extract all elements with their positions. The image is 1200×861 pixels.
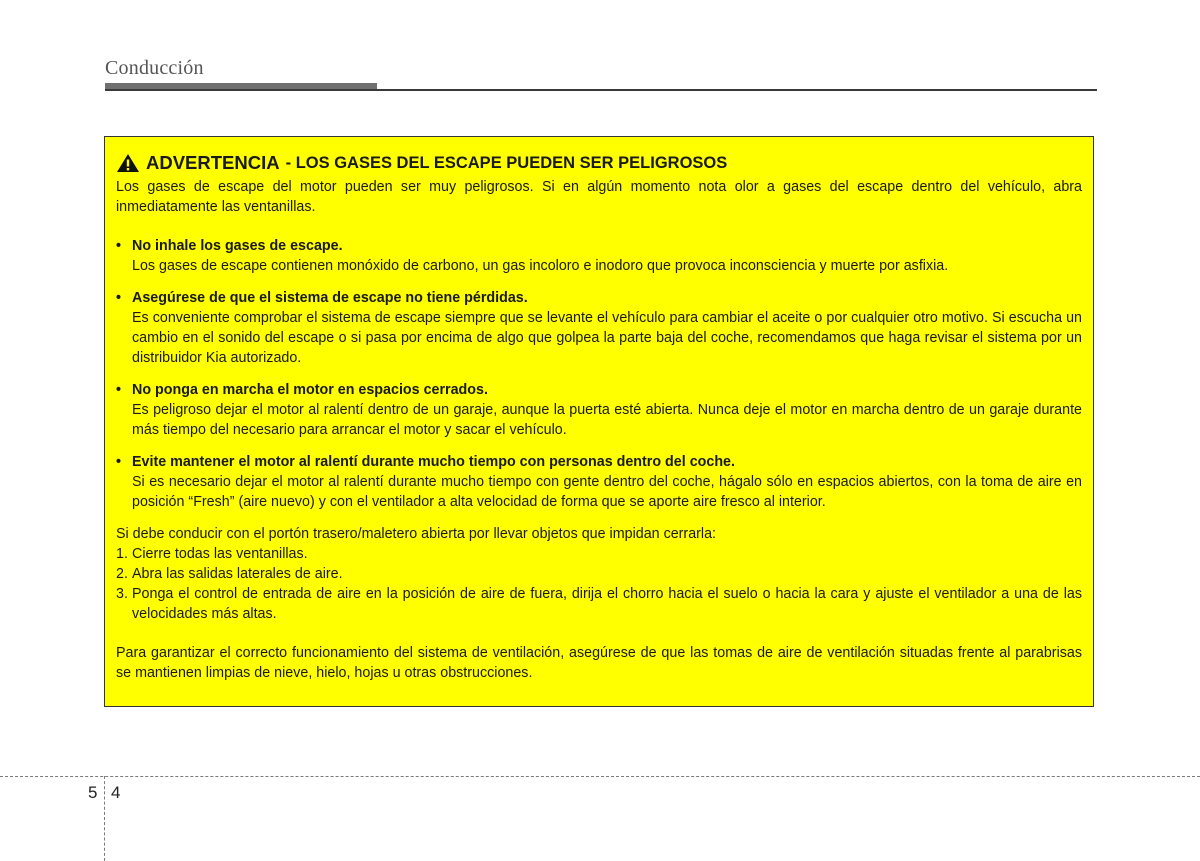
steps-list <box>116 544 1082 624</box>
warning-title: - LOS GASES DEL ESCAPE PUEDEN SER PELIGROSOS <box>285 154 728 172</box>
step-text: Cierre todas las ventanillas. <box>132 546 308 562</box>
step-item <box>116 544 1082 564</box>
step-item <box>116 564 1082 584</box>
bullet-body: Es conveniente comprobar el sistema de escape siempre que se levante el vehículo para cambiar el aceite o por cualquier otro motivo. Si escucha un cambio en el sonido del escape o si pasa por encima de algo que golpea la parte baja del coche, recomendamos que haga revisar el sistema por un distribuidor Kia autorizado. <box>132 310 1082 366</box>
warning-heading <box>116 151 1082 175</box>
footer-vertical-divider <box>104 776 105 861</box>
chapter-number: 5 <box>88 783 98 802</box>
final-note: Para garantizar el correcto funcionamiento del sistema de ventilación, asegúrese de que las tomas de aire de ventilación situadas frente al parabrisas se mantienen limpias de nieve, hielo, hojas u otras obstrucciones. <box>116 645 1082 681</box>
bullet-body: Si es necesario dejar el motor al ralentí durante mucho tiempo con gente dentro del coche, hágalo sólo en espacios abiertos, con la toma de aire en posición “Fresh” (aire nuevo) y con el ventilador a alta velocidad de forma que se aporte aire fresco al interior. <box>132 474 1082 510</box>
step-item <box>116 584 1082 624</box>
warning-box <box>104 136 1094 707</box>
warning-triangle-icon <box>116 153 140 173</box>
bullet-item <box>116 380 1082 440</box>
step-number: 1. <box>116 546 128 562</box>
bullet-item <box>116 452 1082 512</box>
bullet-title: • Asegúrese de que el sistema de escape no tiene pérdidas. <box>116 290 528 306</box>
footer-divider <box>0 776 1200 777</box>
bullet-dot: • <box>116 238 122 254</box>
step-text: Ponga el control de entrada de aire en la posición de aire de fuera, dirija el chorro hacia el suelo o hacia la cara y ajuste el ventilador a una de las velocidades más altas. <box>132 586 1082 622</box>
bullet-dot: • <box>116 382 122 398</box>
bullet-dot: • <box>116 290 122 306</box>
bullet-body: Los gases de escape contienen monóxido de carbono, un gas incoloro e inodoro que provoca inconsciencia y muerte por asfixia. <box>132 258 949 274</box>
step-number: 2. <box>116 566 128 582</box>
bullet-title: • Evite mantener el motor al ralentí durante mucho tiempo con personas dentro del coche. <box>116 454 735 470</box>
bullet-dot: • <box>116 454 122 470</box>
header-rule <box>105 89 1097 91</box>
section-title: Conducción <box>105 57 204 79</box>
step-text: Abra las salidas laterales de aire. <box>132 566 343 582</box>
warning-intro: Los gases de escape del motor pueden ser muy peligrosos. Si en algún momento nota olor a gases del escape dentro del vehículo, abra inmediatamente las ventanillas. <box>116 179 1082 215</box>
bullet-item <box>116 236 1082 276</box>
bullet-title: • No inhale los gases de escape. <box>116 238 343 254</box>
condition-text: Si debe conducir con el portón trasero/maletero abierta por llevar objetos que impidan cerrarla: <box>116 526 717 542</box>
page-number: 4 <box>111 783 121 802</box>
step-number: 3. <box>116 586 128 602</box>
warning-label: ADVERTENCIA <box>146 152 280 173</box>
bullet-item <box>116 288 1082 368</box>
bullet-body: Es peligroso dejar el motor al ralentí dentro de un garaje, aunque la puerta esté abierta. Nunca deje el motor en marcha dentro de un garaje durante más tiempo del necesario para arrancar el motor y sacar el vehículo. <box>132 402 1082 438</box>
bullet-title: • No ponga en marcha el motor en espacios cerrados. <box>116 382 488 398</box>
